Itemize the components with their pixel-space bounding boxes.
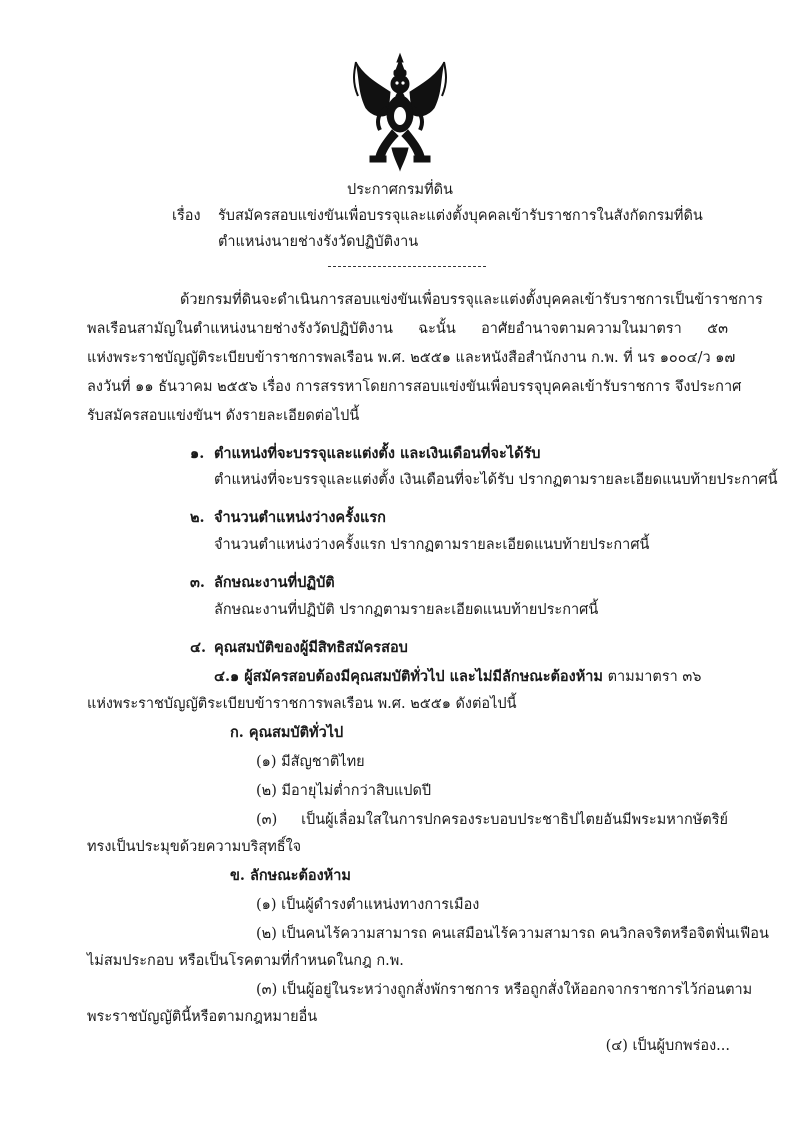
separator-line <box>328 266 486 267</box>
prohibited-item-2-cont: ไม่สมประกอบ หรือเป็นโรคตามที่กำหนดในกฎ ก.พ. <box>87 953 404 969</box>
section-2-body: จำนวนตำแหน่งว่างครั้งแรก ปรากฏตามรายละเอียดแนบท้ายประกาศนี้ <box>214 537 650 553</box>
subsection-4-1-bold: ๔.๑ ผู้สมัครสอบต้องมีคุณสมบัติทั่วไป และไม่มีลักษณะต้องห้าม <box>214 668 603 685</box>
section-1-number: ๑. <box>190 445 205 462</box>
general-item-2: (๒) มีอายุไม่ต่ำกว่าสิบแปดปี <box>256 783 432 799</box>
section-1-body: ตำแหน่งที่จะบรรจุและแต่งตั้ง เงินเดือนที่จะได้รับ ปรากฏตามรายละเอียดแนบท้ายประกาศนี้ <box>214 472 778 488</box>
prohibited-item-3: (๓) เป็นผู้อยู่ในระหว่างถูกสั่งพักราชการ หรือถูกสั่งให้ออกจากราชการไว้ก่อนตาม <box>256 982 753 998</box>
subsection-4-1 <box>214 667 701 687</box>
prohibited-item-1: (๑) เป็นผู้ดำรงตำแหน่งทางการเมือง <box>256 897 480 913</box>
page-title: ประกาศกรมที่ดิน <box>347 182 453 198</box>
prohibited-item-2: (๒) เป็นคนไร้ความสามารถ คนเสมือนไร้ความสามารถ คนวิกลจริตหรือจิตฟั่นเฟือน <box>256 926 769 942</box>
subject-label: เรื่อง <box>172 208 201 224</box>
section-3-number: ๓. <box>190 574 205 591</box>
section-2-number: ๒. <box>190 509 205 526</box>
section-4-heading: คุณสมบัติของผู้มีสิทธิสมัครสอบ <box>214 639 408 656</box>
section-4-number: ๔. <box>190 639 207 656</box>
general-item-3: (๓) เป็นผู้เลื่อมใสในการปกครองระบอบประชาธิปไตยอันมีพระมหากษัตริย์ <box>256 812 728 828</box>
intro-line-4: ลงวันที่ ๑๑ ธันวาคม ๒๕๕๖ เรื่อง การสรรหาโดยการสอบแข่งขันเพื่อบรรจุบุคคลเข้ารับราชการ จึงประกาศ <box>87 379 742 395</box>
intro-line-5: รับสมัครสอบแข่งขันฯ ดังรายละเอียดต่อไปนี้ <box>87 408 360 424</box>
section-2-heading: จำนวนตำแหน่งว่างครั้งแรก <box>214 509 386 526</box>
section-3-heading: ลักษณะงานที่ปฏิบัติ <box>214 574 335 591</box>
prohibited-item-3-cont: พระราชบัญญัตินี้หรือตามกฎหมายอื่น <box>87 1009 318 1025</box>
general-item-1: (๑) มีสัญชาติไทย <box>256 754 365 770</box>
intro-line-1: ด้วยกรมที่ดินจะดำเนินการสอบแข่งขันเพื่อบรรจุและแต่งตั้งบุคคลเข้ารับราชการเป็นข้าราชการ <box>180 292 763 308</box>
general-heading: ก. คุณสมบัติทั่วไป <box>230 724 344 741</box>
subject-position: ตำแหน่งนายช่างรังวัดปฏิบัติงาน <box>218 234 419 250</box>
subsection-4-1-rest: ตามมาตรา ๓๖ <box>602 669 702 685</box>
general-item-3-cont: ทรงเป็นประมุขด้วยความบริสุทธิ์ใจ <box>87 839 302 855</box>
prohibited-heading: ข. ลักษณะต้องห้าม <box>230 867 351 884</box>
section-1-heading: ตำแหน่งที่จะบรรจุและแต่งตั้ง และเงินเดือนที่จะได้รับ <box>214 445 541 462</box>
intro-line-3: แห่งพระราชบัญญัติระเบียบข้าราชการพลเรือน พ.ศ. ๒๕๕๑ และหนังสือสำนักงาน ก.พ. ที่ นร ๑๐๐๔/ว ๑๗ <box>87 350 736 366</box>
subject-text: รับสมัครสอบแข่งขันเพื่อบรรจุและแต่งตั้งบุคคลเข้ารับราชการในสังกัดกรมที่ดิน <box>218 208 703 224</box>
continuation-marker: (๔) เป็นผู้บกพร่อง... <box>605 1038 730 1054</box>
garuda-emblem-icon <box>352 52 448 172</box>
subsection-4-1-line2: แห่งพระราชบัญญัติระเบียบข้าราชการพลเรือน พ.ศ. ๒๕๕๑ ดังต่อไปนี้ <box>87 696 517 712</box>
intro-line-2: พลเรือนสามัญในตำแหน่งนายช่างรังวัดปฏิบัติงาน ฉะนั้น อาศัยอำนาจตามความในมาตรา ๕๓ <box>87 321 728 337</box>
section-3-body: ลักษณะงานที่ปฏิบัติ ปรากฏตามรายละเอียดแนบท้ายประกาศนี้ <box>214 602 599 618</box>
